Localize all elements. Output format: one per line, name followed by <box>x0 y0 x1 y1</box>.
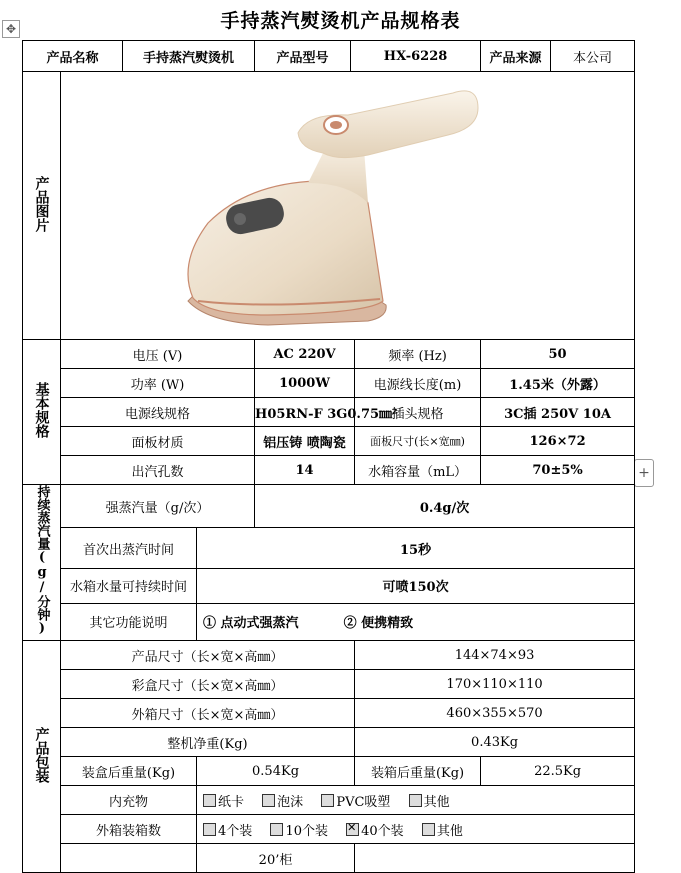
basic-row <box>23 427 635 456</box>
packaging-row <box>23 699 635 728</box>
cartoned-weight-value: 22.5Kg <box>481 757 635 786</box>
tank-duration-value: 可喷150次 <box>197 568 635 603</box>
boxed-weight-label: 装盒后重量(Kg) <box>61 757 197 786</box>
checkbox-icon[interactable] <box>203 794 216 807</box>
steam-row <box>23 528 635 569</box>
tank-capacity-label: 水箱容量（mL） <box>355 456 481 485</box>
basic-row <box>23 340 635 369</box>
net-weight-label: 整机净重(Kg) <box>61 728 355 757</box>
panel-material-value: 铝压铸 喷陶瓷 <box>255 427 355 456</box>
carton-size-value: 460×355×570 <box>355 699 635 728</box>
name-label: 产品名称 <box>23 41 123 72</box>
plug-spec-value: 3C插 250V 10A <box>481 398 635 427</box>
steam-holes-label: 出汽孔数 <box>61 456 255 485</box>
qty-option[interactable]: 4个装 <box>203 824 252 839</box>
cord-spec-label: 电源线规格 <box>61 398 255 427</box>
add-column-handle[interactable]: + <box>634 459 654 487</box>
other-functions-label: 其它功能说明 <box>61 603 197 640</box>
qty-option[interactable]: 其他 <box>422 824 463 839</box>
container-value <box>355 844 635 873</box>
contents-label: 内充物 <box>61 786 197 815</box>
panel-material-label: 面板材质 <box>61 427 255 456</box>
page-title: 手持蒸汽熨烫机产品规格表 <box>220 10 461 32</box>
contents-option[interactable]: 纸卡 <box>203 795 244 810</box>
name-value: 手持蒸汽熨烫机 <box>123 41 255 72</box>
header-row <box>23 41 635 72</box>
carton-qty-options <box>197 815 635 844</box>
packaging-row <box>23 728 635 757</box>
frequency-value: 50 <box>481 340 635 369</box>
packaging-section-label: 产品包装 <box>23 641 61 873</box>
image-section-label: 产品图片 <box>23 72 61 340</box>
contents-option[interactable]: PVC吸塑 <box>321 795 390 810</box>
contents-options <box>197 786 635 815</box>
model-value: HX-6228 <box>351 41 481 72</box>
qty-option[interactable]: 10个装 <box>270 824 328 839</box>
source-label: 产品来源 <box>481 41 551 72</box>
cord-spec-value: H05RN-F 3G0.75㎜² <box>255 398 355 427</box>
box-size-label: 彩盒尺寸（长×宽×高㎜） <box>61 670 355 699</box>
plug-spec-label: 插头规格 <box>355 398 481 427</box>
voltage-value: AC 220V <box>255 340 355 369</box>
product-size-value: 144×74×93 <box>355 641 635 670</box>
function-2: ② 便携精致 <box>343 616 414 632</box>
basic-row <box>23 456 635 485</box>
boxed-weight-value: 0.54Kg <box>197 757 355 786</box>
steam-row <box>23 485 635 528</box>
frequency-label: 频率 (Hz) <box>355 340 481 369</box>
packaging-row <box>23 815 635 844</box>
steam-holes-value: 14 <box>255 456 355 485</box>
tank-duration-label: 水箱水量可持续时间 <box>61 568 197 603</box>
carton-qty-label: 外箱装箱数 <box>61 815 197 844</box>
move-table-handle[interactable]: ✥ <box>2 20 20 38</box>
packaging-row <box>23 844 635 873</box>
cord-length-value: 1.45米（外露） <box>481 369 635 398</box>
strong-steam-label: 强蒸汽量（g/次） <box>61 485 255 528</box>
carton-size-label: 外箱尺寸（长×宽×高㎜） <box>61 699 355 728</box>
packaging-row <box>23 670 635 699</box>
product-image <box>61 72 635 340</box>
steam-section-label: 持续蒸汽量(g/分钟) <box>23 485 61 641</box>
cord-length-label: 电源线长度(m) <box>355 369 481 398</box>
packaging-row <box>23 757 635 786</box>
container-empty-cell <box>61 844 197 873</box>
strong-steam-value: 0.4g/次 <box>255 485 635 528</box>
contents-option[interactable]: 其他 <box>409 795 450 810</box>
panel-size-label: 面板尺寸(长×宽㎜) <box>355 427 481 456</box>
source-value: 本公司 <box>551 41 635 72</box>
model-label: 产品型号 <box>255 41 351 72</box>
net-weight-value: 0.43Kg <box>355 728 635 757</box>
checkbox-icon[interactable] <box>262 794 275 807</box>
checkbox-icon[interactable] <box>409 794 422 807</box>
first-steam-value: 15秒 <box>197 528 635 569</box>
image-row <box>23 72 635 340</box>
power-value: 1000W <box>255 369 355 398</box>
packaging-row <box>23 641 635 670</box>
checkbox-icon[interactable] <box>321 794 334 807</box>
function-1: ① 点动式强蒸汽 <box>203 616 299 632</box>
product-size-label: 产品尺寸（长×宽×高㎜） <box>61 641 355 670</box>
panel-size-value: 126×72 <box>481 427 635 456</box>
qty-option[interactable]: ✕ 40个装 <box>346 824 404 839</box>
container-label: 20’柜 <box>197 844 355 873</box>
packaging-row <box>23 786 635 815</box>
contents-option[interactable]: 泡沫 <box>262 795 303 810</box>
checked-checkbox-icon[interactable] <box>346 823 359 836</box>
steam-row <box>23 603 635 640</box>
first-steam-label: 首次出蒸汽时间 <box>61 528 197 569</box>
power-label: 功率 (W) <box>61 369 255 398</box>
cartoned-weight-label: 装箱后重量(Kg) <box>355 757 481 786</box>
steam-row <box>23 568 635 603</box>
voltage-label: 电压 (V) <box>61 340 255 369</box>
checkbox-icon[interactable] <box>270 823 283 836</box>
other-functions-value <box>197 603 635 640</box>
basic-row <box>23 369 635 398</box>
tank-capacity-value: 70±5% <box>481 456 635 485</box>
box-size-value: 170×110×110 <box>355 670 635 699</box>
checkbox-icon[interactable] <box>203 823 216 836</box>
basic-section-label: 基本规格 <box>23 340 61 485</box>
spec-table <box>22 40 635 873</box>
basic-row <box>23 398 635 427</box>
handheld-steamer-illustration <box>68 73 628 335</box>
checkbox-icon[interactable] <box>422 823 435 836</box>
